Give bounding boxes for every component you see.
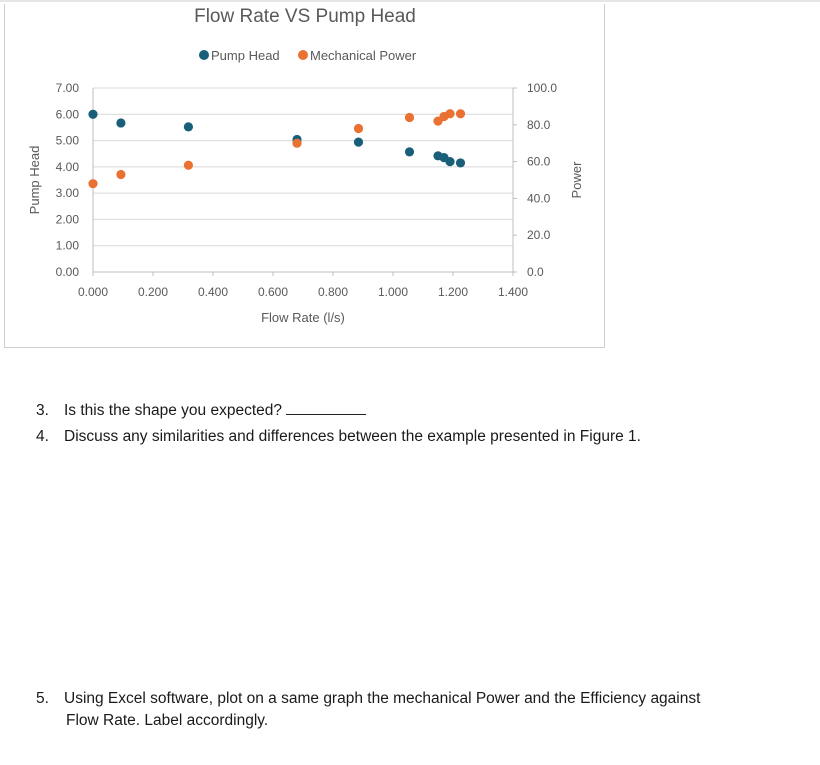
x-tick-label-1: 0.200 <box>137 285 169 299</box>
y-tick-label-1: 1.00 <box>55 238 79 253</box>
y-tick-label-5: 5.00 <box>55 133 79 148</box>
y2-axis-title: Power <box>569 161 584 199</box>
x-tick-label-6: 1.200 <box>437 285 469 299</box>
pump-head-point-9 <box>456 158 465 167</box>
mechanical-power-point-1 <box>116 170 125 179</box>
y2-tick-label-5: 100.0 <box>527 81 558 95</box>
x-tick-label-7: 1.400 <box>497 285 529 299</box>
legend-marker-0 <box>199 50 209 60</box>
question-3-text: Is this the shape you expected? <box>64 402 283 419</box>
chart-title: Flow Rate VS Pump Head <box>194 6 416 27</box>
question-4-number: 4. <box>36 428 49 445</box>
answer-blank[interactable] <box>286 400 366 415</box>
mechanical-power-point-4 <box>354 124 363 133</box>
question-3-number: 3. <box>36 402 49 419</box>
mechanical-power-point-2 <box>184 161 193 170</box>
question-3 <box>36 400 366 422</box>
pump-head-point-2 <box>184 122 193 131</box>
legend-label-0: Pump Head <box>211 48 280 63</box>
question-5-number: 5. <box>36 690 49 707</box>
y-tick-label-4: 4.00 <box>55 159 79 174</box>
x-axis-title: Flow Rate (l/s) <box>261 310 345 325</box>
y2-tick-label-3: 60.0 <box>527 154 551 169</box>
mechanical-power-point-0 <box>88 179 97 188</box>
question-5-line-1: Using Excel software, plot on a same graph the mechanical Power and the Efficiency against <box>64 690 701 707</box>
question-4-text: Discuss any similarities and differences between the example presented in Figure 1. <box>64 428 641 445</box>
pump-head-point-4 <box>354 138 363 147</box>
question-5-line-2: Flow Rate. Label accordingly. <box>66 712 269 729</box>
pump-head-point-1 <box>116 118 125 127</box>
page-top-border <box>0 0 820 2</box>
x-tick-label-3: 0.600 <box>257 285 289 299</box>
question-4 <box>36 426 641 448</box>
y-tick-label-2: 2.00 <box>55 212 79 227</box>
y2-tick-label-1: 20.0 <box>527 228 551 243</box>
y2-tick-label-0: 0.0 <box>527 265 544 279</box>
pump-head-point-5 <box>405 147 414 156</box>
legend-marker-1 <box>298 50 308 60</box>
question-5 <box>36 688 796 732</box>
y-tick-label-3: 3.00 <box>55 186 79 201</box>
y-tick-label-7: 7.00 <box>55 81 79 95</box>
scatter-chart <box>5 4 606 348</box>
y-tick-label-0: 0.00 <box>55 265 79 279</box>
legend-label-1: Mechanical Power <box>310 48 417 63</box>
x-tick-label-5: 1.000 <box>377 285 409 299</box>
y-tick-label-6: 6.00 <box>55 107 79 122</box>
x-tick-label-4: 0.800 <box>317 285 349 299</box>
mechanical-power-point-8 <box>445 109 454 118</box>
y2-tick-label-4: 80.0 <box>527 117 551 132</box>
x-tick-label-0: 0.000 <box>77 285 109 299</box>
y-axis-title: Pump Head <box>27 145 42 215</box>
mechanical-power-point-5 <box>405 113 414 122</box>
mechanical-power-point-3 <box>292 139 301 148</box>
y2-tick-label-2: 40.0 <box>527 191 551 206</box>
mechanical-power-point-9 <box>456 109 465 118</box>
pump-head-point-8 <box>445 157 454 166</box>
chart-container <box>4 4 605 348</box>
pump-head-point-0 <box>88 110 97 119</box>
x-tick-label-2: 0.400 <box>197 285 229 299</box>
